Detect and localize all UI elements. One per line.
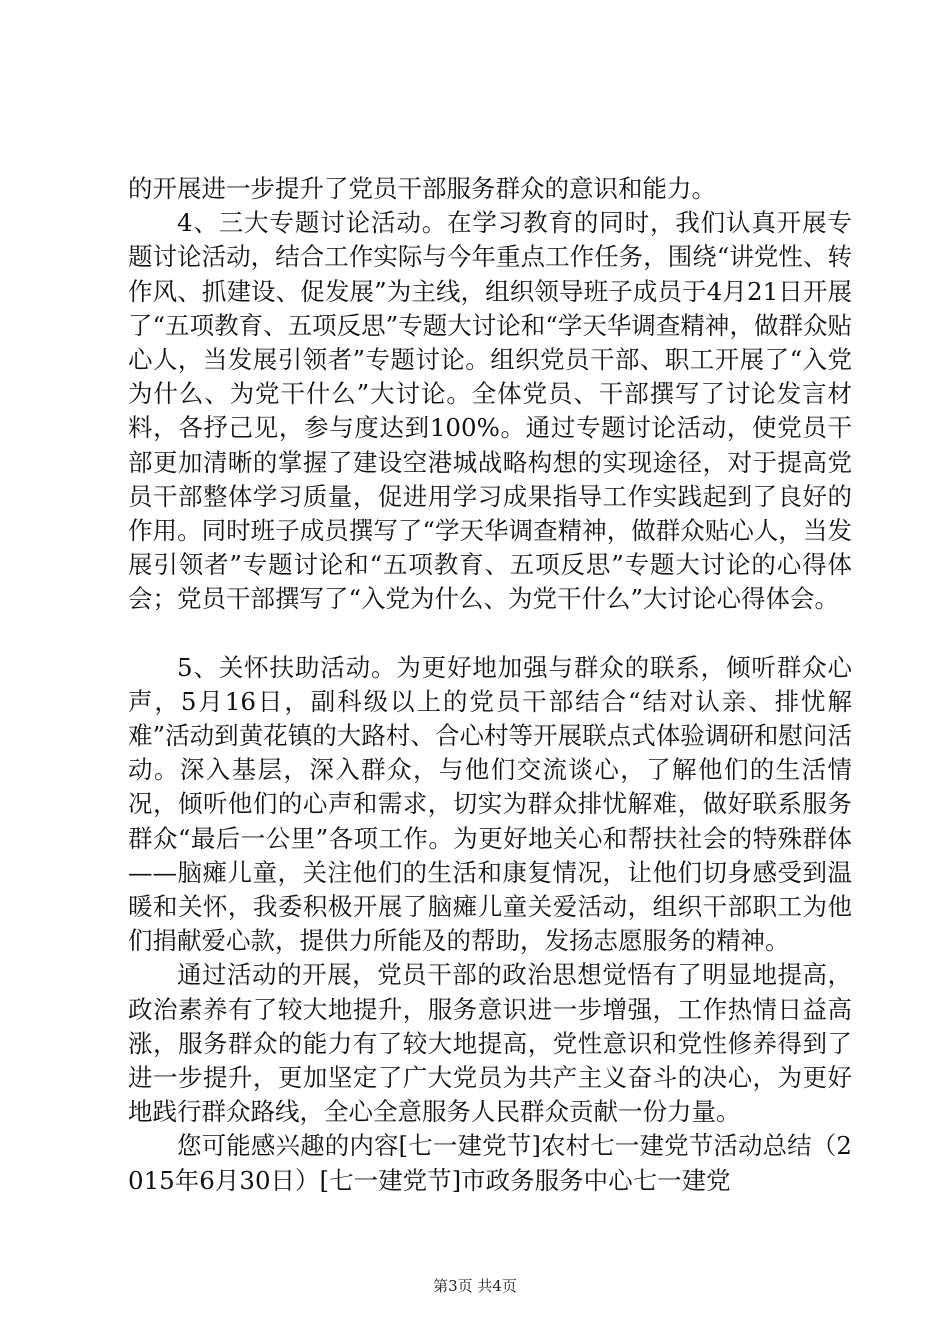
paragraph-care-activity: 5、关怀扶助活动。为更好地加强与群众的联系，倾听群众心声，5月16日，副科级以上的党员干部结合“结对认亲、排忧解难”活动到黄花镇的大路村、合心村等开展联点式体验调研和慰问活动。深入基层，深入群众，与他们交流谈心，了解他们的生活情况，倾听他们的心声和需求，切实为群众排忧解难，做好联系服务群众“最后一公里”各项工作。为更好地关心和帮扶社会的特殊群体——脑瘫儿童，关注他们的生活和康复情况，让他们切身感受到温暖和关怀，我委积极开展了脑瘫儿童关爱活动，组织干部职工为他们捐献爱心款，提供力所能及的帮助，发扬志愿服务的精神。 (128, 652, 852, 956)
paragraph-summary: 通过活动的开展，党员干部的政治思想觉悟有了明显地提高，政治素养有了较大地提升，服务意识进一步增强，工作热情日益高涨，服务群众的能力有了较大地提高，党性意识和党性修养得到了进一步提升，更加坚定了广大党员为共产主义奋斗的决心，为更好地践行群众路线，全心全意服务人民群众贡献一份力量。 (128, 960, 852, 1127)
page-number-label: 第3页 共4页 (433, 1277, 517, 1295)
paragraph-spacer (128, 617, 852, 651)
paragraph-topic-discussion: 4、三大专题讨论活动。在学习教育的同时，我们认真开展专题讨论活动，结合工作实际与今年重点工作任务，围绕“讲党性、转作风、抓建设、促发展”为主线，组织领导班子成员于4月21日开展了“五项教育、五项反思”专题大讨论和“学天华调查精神，做群众贴心人，当发展引领者”专题讨论。组织党员干部、职工开展了“入党为什么、为党干什么”大讨论。全体党员、干部撰写了讨论发言材料，各抒己见，参与度达到100%。通过专题讨论活动，使党员干部更加清晰的掌握了建设空港城战略构想的实现途径，对于提高党员干部整体学习质量，促进用学习成果指导工作实践起到了良好的作用。同时班子成员撰写了“学天华调查精神，做群众贴心人，当发展引领者”专题讨论和“五项教育、五项反思”专题大讨论的心得体会；党员干部撰写了“入党为什么、为党干什么”大讨论心得体会。 (128, 208, 852, 614)
document-body (128, 172, 852, 1198)
paragraph-related-content: 您可能感兴趣的内容[七一建党节]农村七一建党节活动总结（2015年6月30日）[七一建党节]市政务服务中心七一建党 (128, 1131, 852, 1195)
page-footer (0, 1276, 950, 1296)
paragraph-continuation: 的开展进一步提升了党员干部服务群众的意识和能力。 (128, 174, 716, 203)
